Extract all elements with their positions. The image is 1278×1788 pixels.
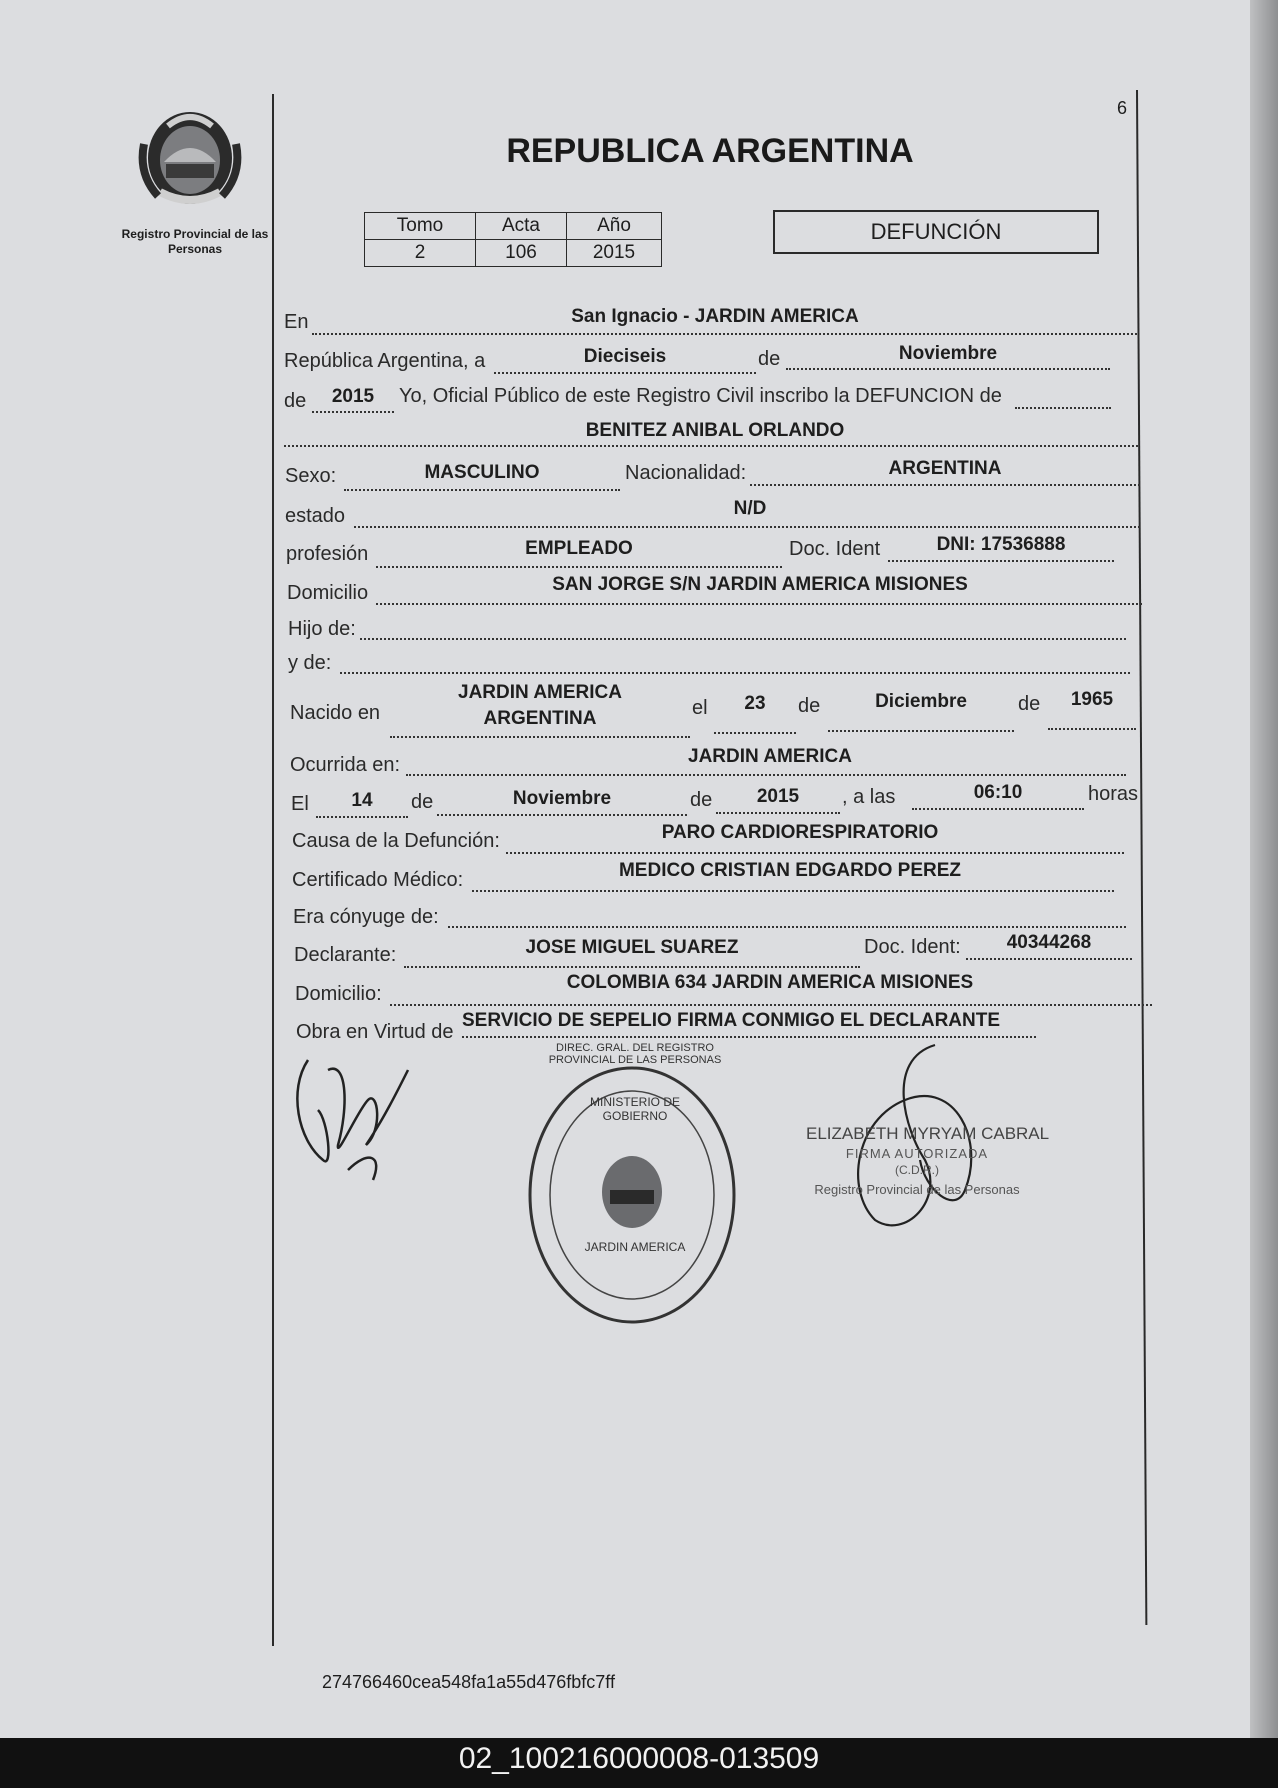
label-obra: Obra en Virtud de xyxy=(296,1021,454,1043)
value-nacionalidad: ARGENTINA xyxy=(888,458,1002,479)
provincial-seal xyxy=(138,104,242,214)
stamp-inner-text: MINISTERIO DE GOBIERNO xyxy=(589,1095,680,1123)
label-republica: República Argentina, a xyxy=(284,350,486,372)
label-horas: horas xyxy=(1088,783,1139,805)
right-margin-line xyxy=(1136,90,1147,1625)
value-profesion: EMPLEADO xyxy=(525,538,633,559)
label-domicilio-2: Domicilio: xyxy=(295,983,382,1005)
stamp-city: JARDIN AMERICA xyxy=(584,1240,686,1254)
value-declarante-domicilio: COLOMBIA 634 JARDIN AMERICA MISIONES xyxy=(566,972,974,993)
value-declarante-doc: 40344268 xyxy=(1006,932,1092,953)
page-number: 6 xyxy=(1117,98,1128,118)
label-domicilio: Domicilio xyxy=(287,582,369,604)
value-fallec-anio: 2015 xyxy=(756,786,800,807)
label-sexo: Sexo: xyxy=(285,465,337,487)
label-declarante: Declarante: xyxy=(294,944,397,966)
tomo-header: Tomo xyxy=(365,213,476,240)
value-nacido-lugar-2: ARGENTINA xyxy=(483,708,597,729)
left-margin-line xyxy=(272,94,274,1646)
value-hora: 06:10 xyxy=(973,782,1023,803)
value-anio: 2015 xyxy=(331,386,375,407)
label-de-6: de xyxy=(690,789,713,811)
label-de-4: de xyxy=(1018,693,1041,715)
label-certificado: Certificado Médico: xyxy=(292,869,464,891)
label-ocurrida-en: Ocurrida en: xyxy=(290,754,401,776)
value-fallec-mes: Noviembre xyxy=(512,788,612,809)
label-de-2: de xyxy=(284,390,307,412)
label-el: el xyxy=(692,697,708,719)
tomo-value: 2 xyxy=(365,240,476,267)
official-signature xyxy=(845,1040,995,1250)
label-doc-ident-2: Doc. Ident: xyxy=(864,936,961,958)
anio-header: Año xyxy=(567,213,662,240)
label-de-3: de xyxy=(798,695,821,717)
label-a-las: , a las xyxy=(842,786,896,808)
value-estado: N/D xyxy=(733,498,767,519)
label-conyuge: Era cónyuge de: xyxy=(293,906,439,928)
value-doc: DNI: 17536888 xyxy=(936,534,1066,555)
label-y-de: y de: xyxy=(288,652,332,674)
value-ocurrida-en: JARDIN AMERICA xyxy=(688,746,852,767)
value-nacido-dia: 23 xyxy=(744,693,766,714)
acta-value: 106 xyxy=(476,240,567,267)
value-lugar: San Ignacio - JARDIN AMERICA xyxy=(571,306,859,327)
organization-label: Registro Provincial de las Personas xyxy=(121,227,269,256)
stamp-text: DIREC. GRAL. DEL REGISTRO PROVINCIAL DE LAS PERSONAS xyxy=(548,1042,722,1066)
value-domicilio: SAN JORGE S/N JARDIN AMERICA MISIONES xyxy=(552,574,968,595)
value-fallec-dia: 14 xyxy=(351,790,373,811)
value-dia: Dieciseis xyxy=(583,346,667,367)
acta-header: Acta xyxy=(476,213,567,240)
official-name: ELIZABETH MYRYAM CABRAL xyxy=(806,1124,1050,1143)
anio-value: 2015 xyxy=(567,240,662,267)
document-hash: 274766460cea548fa1a55d476fbfc7ff xyxy=(322,1672,615,1692)
value-nacido-mes: Diciembre xyxy=(875,691,967,712)
official-org: Registro Provincial de las Personas xyxy=(814,1182,1020,1197)
value-certificado: MEDICO CRISTIAN EDGARDO PEREZ xyxy=(618,860,962,881)
value-nacido-anio: 1965 xyxy=(1070,689,1114,710)
value-obra: SERVICIO DE SEPELIO FIRMA CONMIGO EL DECLARANTE xyxy=(462,1010,1001,1031)
value-declarante: JOSE MIGUEL SUAREZ xyxy=(525,937,739,958)
official-role: FIRMA AUTORIZADA xyxy=(845,1146,989,1161)
label-profesion: profesión xyxy=(286,543,369,565)
label-yo: Yo, Oficial Público de este Registro Civil inscribo la DEFUNCION de xyxy=(399,385,1002,407)
label-hijo-de: Hijo de: xyxy=(288,618,356,640)
value-mes: Noviembre xyxy=(898,343,998,364)
label-El: El xyxy=(291,793,309,815)
label-causa: Causa de la Defunción: xyxy=(292,830,500,852)
file-id-strip xyxy=(0,1738,1278,1788)
label-de-5: de xyxy=(411,791,434,813)
label-estado: estado xyxy=(285,505,346,527)
registry-table xyxy=(364,212,662,267)
page-edge xyxy=(1250,0,1278,1738)
document-title: REPUBLICA ARGENTINA xyxy=(506,132,914,170)
official-abbr: (C.D.R.) xyxy=(895,1163,939,1177)
value-nombre: BENITEZ ANIBAL ORLANDO xyxy=(585,420,845,441)
label-doc-ident: Doc. Ident xyxy=(789,538,881,560)
value-sexo: MASCULINO xyxy=(424,462,540,483)
label-de-1: de xyxy=(758,348,781,370)
declarant-signature xyxy=(288,1050,418,1190)
label-nacido-en: Nacido en xyxy=(290,702,381,724)
file-id: 02_100216000008-013509 xyxy=(458,1742,820,1775)
label-nacionalidad: Nacionalidad: xyxy=(625,462,747,484)
record-type: DEFUNCIÓN xyxy=(773,210,1099,254)
value-nacido-lugar-1: JARDIN AMERICA xyxy=(458,682,622,703)
label-en: En xyxy=(284,311,309,333)
value-causa: PARO CARDIORESPIRATORIO xyxy=(661,822,939,843)
